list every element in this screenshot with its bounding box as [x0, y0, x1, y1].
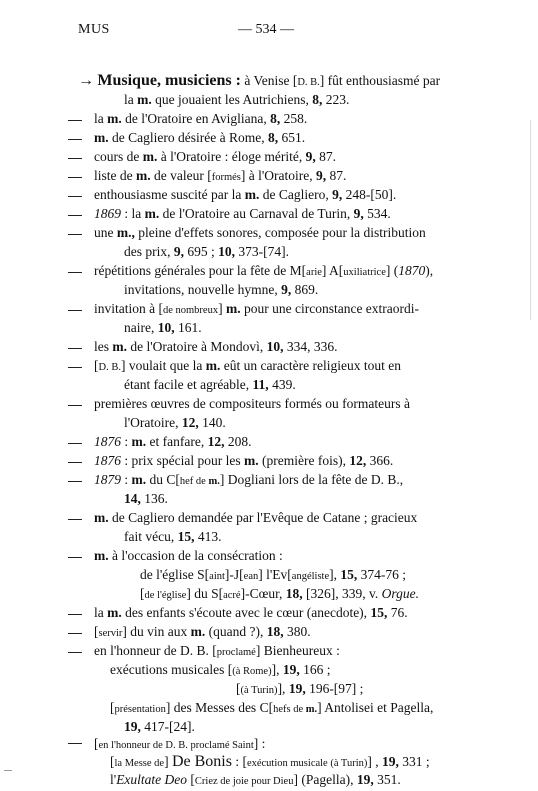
text: en l'honneur de D. B. [	[94, 643, 217, 658]
text: ] des Messes des C[	[165, 700, 274, 715]
dash	[68, 272, 82, 273]
text: 8,	[312, 92, 323, 107]
dash	[68, 614, 82, 615]
text: 15,	[177, 529, 195, 544]
text: 19,	[288, 681, 306, 696]
text: 373-[74].	[235, 244, 290, 259]
text: m.	[94, 510, 109, 525]
text: 9,	[305, 149, 316, 164]
text: m.	[94, 548, 109, 563]
text: présentation	[114, 704, 166, 715]
text: [	[94, 736, 99, 751]
text: 258.	[280, 111, 308, 126]
text: formés	[211, 172, 241, 183]
text: de l'Oratoire en Avigliana,	[121, 111, 271, 126]
subentry-continuation	[140, 585, 419, 605]
text: [326], 339, v.	[302, 586, 382, 601]
subentry	[94, 110, 307, 128]
subentry	[94, 148, 336, 166]
text: proclamé	[216, 647, 256, 658]
text: Criez de joie pour Dieu	[194, 776, 294, 787]
subentry-continuation	[124, 376, 296, 394]
text: la	[94, 605, 108, 620]
dash	[68, 348, 82, 349]
text: pleine d'effets sonores, composée pour la distribution	[134, 225, 426, 240]
text: de l'église S[	[140, 567, 210, 582]
subentry	[94, 300, 419, 320]
text: 9,	[316, 168, 327, 183]
text: m.	[190, 624, 206, 639]
text: à l'Oratoire : éloge mérité,	[157, 149, 306, 164]
subentry-continuation	[124, 718, 195, 736]
text: uxiliatrice	[343, 267, 386, 278]
text: de nombreux	[162, 305, 219, 316]
text: 534.	[363, 206, 391, 221]
text: 19,	[282, 662, 300, 677]
page-number: — 534 —	[238, 22, 294, 37]
headword: Musique, musiciens :	[97, 72, 241, 89]
subentry-continuation	[140, 566, 406, 586]
dash	[68, 158, 82, 159]
text: invitations, nouvelle hymne,	[124, 282, 282, 297]
text: [	[236, 681, 241, 696]
text: 9,	[353, 206, 364, 221]
text: hefs de	[273, 704, 306, 715]
text: 18,	[285, 586, 303, 601]
text: des enfants s'écoute avec le cœur (anecdote),	[121, 605, 371, 620]
text: 136.	[140, 491, 168, 506]
text: 19,	[124, 719, 141, 734]
subentry	[94, 452, 393, 470]
text: ],	[329, 567, 341, 582]
dash	[68, 310, 82, 311]
subentry	[94, 167, 346, 187]
text: ] l'Ev[	[258, 567, 292, 582]
text: la Messe de	[114, 758, 165, 769]
text: ],	[277, 681, 289, 696]
text: 223.	[322, 92, 350, 107]
text: 10,	[266, 339, 284, 354]
text: invitation à [	[94, 301, 163, 316]
text: 12,	[181, 415, 199, 430]
running-head: MUS	[78, 22, 110, 37]
text: 413.	[194, 529, 222, 544]
arrow-icon: →	[78, 72, 94, 89]
text: m.,	[116, 225, 135, 240]
text: acré	[223, 590, 241, 601]
text: m.	[243, 453, 259, 468]
text: ] (Pagella),	[293, 772, 357, 787]
text: de Cagliero désirée à Rome,	[108, 130, 268, 145]
text: 417-[24].	[140, 719, 195, 734]
text: 651.	[278, 130, 306, 145]
text: 1876	[94, 434, 121, 449]
text: 12,	[349, 453, 367, 468]
text: m.	[131, 434, 147, 449]
text: 439.	[268, 377, 296, 392]
dash	[68, 139, 82, 140]
subentry	[94, 129, 305, 147]
text: 166 ;	[299, 662, 331, 677]
dash	[68, 177, 82, 178]
text: des prix,	[124, 244, 174, 259]
text: 196-[97] ;	[305, 681, 364, 696]
text: à Venise [	[240, 73, 298, 88]
subentry-continuation	[124, 490, 168, 508]
text: 11,	[252, 377, 269, 392]
text: m.	[225, 301, 241, 316]
text: ] Bienheureux :	[255, 643, 340, 658]
subentry-continuation	[124, 528, 221, 546]
text: m.	[107, 111, 122, 126]
headword-line	[78, 72, 440, 92]
subentry-continuation	[124, 319, 202, 337]
text: ] Antolisei et Pagella,	[317, 700, 434, 715]
text: ] (	[385, 263, 399, 278]
dash	[68, 120, 82, 121]
text: [	[110, 754, 115, 769]
text: : la	[121, 206, 145, 221]
text: 248-[50].	[342, 187, 397, 202]
text: m.	[144, 206, 160, 221]
subentry	[94, 623, 311, 643]
text: 9,	[332, 187, 343, 202]
text: 869.	[291, 282, 319, 297]
text: que jouaient les Autrichiens,	[151, 92, 313, 107]
text: 1879	[94, 472, 121, 487]
text: (quand ?),	[205, 624, 267, 639]
text: répétitions générales pour la fête de M[	[94, 263, 307, 278]
text: de Cagliero,	[259, 187, 333, 202]
text: :	[121, 434, 132, 449]
text: 19,	[382, 754, 399, 769]
text: 695 ;	[184, 244, 219, 259]
text: hef de	[179, 476, 209, 487]
text: à l'occasion de la consécration :	[108, 548, 283, 563]
text: 9,	[173, 244, 184, 259]
dash	[68, 481, 82, 482]
text: 161.	[174, 320, 202, 335]
text: Orgue.	[381, 586, 420, 601]
text: m.	[208, 476, 220, 487]
subentry	[94, 205, 391, 223]
text: m.	[137, 92, 152, 107]
text: premières œuvres de compositeurs formés ou formateurs à	[94, 396, 411, 411]
text: angéliste	[291, 571, 330, 582]
subentry	[94, 338, 338, 356]
text: ean	[243, 571, 259, 582]
text: [	[94, 358, 99, 373]
text: servir	[98, 628, 123, 639]
text: 1869	[94, 206, 121, 221]
dash	[68, 557, 82, 558]
text: 8,	[270, 111, 281, 126]
text: m.	[94, 130, 109, 145]
text: de valeur [	[150, 168, 212, 183]
headword-continuation	[124, 91, 349, 109]
text: ),	[425, 263, 434, 278]
text: Exultate Deo	[116, 772, 188, 787]
text: 366.	[366, 453, 394, 468]
text: [	[187, 772, 195, 787]
text: ] A[	[321, 263, 344, 278]
text: pour une circonstance extraordi-	[240, 301, 420, 316]
subentry	[94, 357, 401, 377]
text: m.	[112, 339, 127, 354]
text: 87.	[315, 149, 336, 164]
text: [	[140, 586, 145, 601]
text: 1876	[94, 453, 121, 468]
scan-mark	[4, 770, 12, 771]
text: m.	[131, 472, 147, 487]
text: ] Dogliani lors de la fête de D. B.,	[219, 472, 404, 487]
text: étant facile et agréable,	[124, 377, 253, 392]
text: De Bonis	[171, 753, 232, 770]
text: ]-J[	[224, 567, 244, 582]
dash	[68, 215, 82, 216]
subentry-continuation	[110, 699, 433, 719]
text: 15,	[370, 605, 388, 620]
dash	[68, 367, 82, 368]
text: ]-Cœur,	[240, 586, 286, 601]
subentry	[94, 509, 417, 527]
dash	[68, 196, 82, 197]
dash	[68, 633, 82, 634]
text: 331 ;	[398, 754, 430, 769]
text: 12,	[207, 434, 225, 449]
subentry-continuation	[236, 680, 363, 700]
text: liste de	[94, 168, 136, 183]
text: ] du S[	[186, 586, 224, 601]
text: m.	[205, 358, 221, 373]
subentry	[94, 547, 283, 565]
subentry	[94, 604, 408, 622]
text: D. B.	[297, 77, 320, 88]
subentry-continuation	[124, 243, 289, 261]
text: cours de	[94, 149, 143, 164]
text: eût un caractère religieux tout en	[220, 358, 401, 373]
subentry	[94, 471, 403, 491]
text: 14,	[124, 491, 141, 506]
text: : [	[231, 754, 247, 769]
text: 334, 336.	[283, 339, 338, 354]
subentry-continuation	[110, 771, 401, 791]
subentry-continuation	[110, 753, 430, 773]
subentry	[94, 433, 251, 451]
text: ]	[164, 754, 172, 769]
subentry	[94, 395, 410, 413]
dash	[68, 462, 82, 463]
text: en l'honneur de D. B. proclamé Saint	[98, 740, 254, 751]
text: enthousiasme suscité par la	[94, 187, 245, 202]
text: 351.	[373, 772, 401, 787]
text: 374-76 ;	[357, 567, 406, 582]
text: l'Oratoire,	[124, 415, 182, 430]
text: 19,	[356, 772, 374, 787]
text: [	[110, 700, 115, 715]
text: ] fût enthousiasmé par	[319, 73, 441, 88]
text: de l'église	[144, 590, 187, 601]
text: aint	[209, 571, 225, 582]
subentry	[94, 186, 396, 204]
text: la	[94, 111, 108, 126]
text: ]	[218, 301, 226, 316]
text: du C[	[146, 472, 180, 487]
subentry-continuation	[110, 661, 330, 681]
subentry	[94, 642, 340, 662]
text: (à Rome)	[232, 666, 272, 677]
subentry	[94, 224, 426, 242]
text: 8,	[267, 130, 279, 145]
text: ] ,	[367, 754, 383, 769]
text: : prix spécial pour les	[121, 453, 244, 468]
text: m.	[107, 605, 122, 620]
text: exécutions musicales [	[110, 662, 233, 677]
dash	[68, 519, 82, 520]
text: naire,	[124, 320, 158, 335]
subentry	[94, 735, 265, 755]
text: l'	[110, 772, 117, 787]
subentry-continuation	[124, 414, 226, 432]
dash	[68, 743, 82, 744]
text: ] du vin aux	[122, 624, 191, 639]
text: ],	[271, 662, 283, 677]
text: m.	[244, 187, 260, 202]
text: de Cagliero demandée par l'Evêque de Catane ; gracieux	[108, 510, 418, 525]
text: 18,	[266, 624, 284, 639]
text: 87.	[326, 168, 347, 183]
text: et fanfare,	[146, 434, 208, 449]
dash	[68, 652, 82, 653]
text: de l'Oratoire à Mondovì,	[127, 339, 267, 354]
text: (première fois),	[258, 453, 350, 468]
text: 10,	[157, 320, 175, 335]
text: ] à l'Oratoire,	[240, 168, 317, 183]
subentry	[94, 262, 433, 282]
text: de l'Oratoire au Carnaval de Turin,	[159, 206, 354, 221]
text: la	[124, 92, 138, 107]
text: 140.	[198, 415, 226, 430]
subentry-continuation	[124, 281, 318, 299]
text: 76.	[387, 605, 408, 620]
text: D. B.	[98, 362, 121, 373]
text: 380.	[283, 624, 311, 639]
dash	[68, 234, 82, 235]
text: 1870	[398, 263, 426, 278]
text: m.	[142, 149, 158, 164]
dash	[68, 443, 82, 444]
text: exécution musicale (à Turin)	[246, 758, 368, 769]
text: (à Turin)	[240, 685, 278, 696]
text: les	[94, 339, 113, 354]
text: une	[94, 225, 117, 240]
text: ] :	[253, 736, 266, 751]
text: [	[94, 624, 99, 639]
text: 10,	[218, 244, 236, 259]
text: 208.	[224, 434, 252, 449]
text: fait vécu,	[124, 529, 178, 544]
text: ] voulait que la	[120, 358, 206, 373]
text: 9,	[281, 282, 292, 297]
text: 15,	[340, 567, 358, 582]
page-edge	[530, 120, 531, 320]
text: arie	[306, 267, 322, 278]
text: m.	[305, 704, 318, 715]
text: m.	[136, 168, 151, 183]
text: :	[121, 472, 132, 487]
dash	[68, 405, 82, 406]
